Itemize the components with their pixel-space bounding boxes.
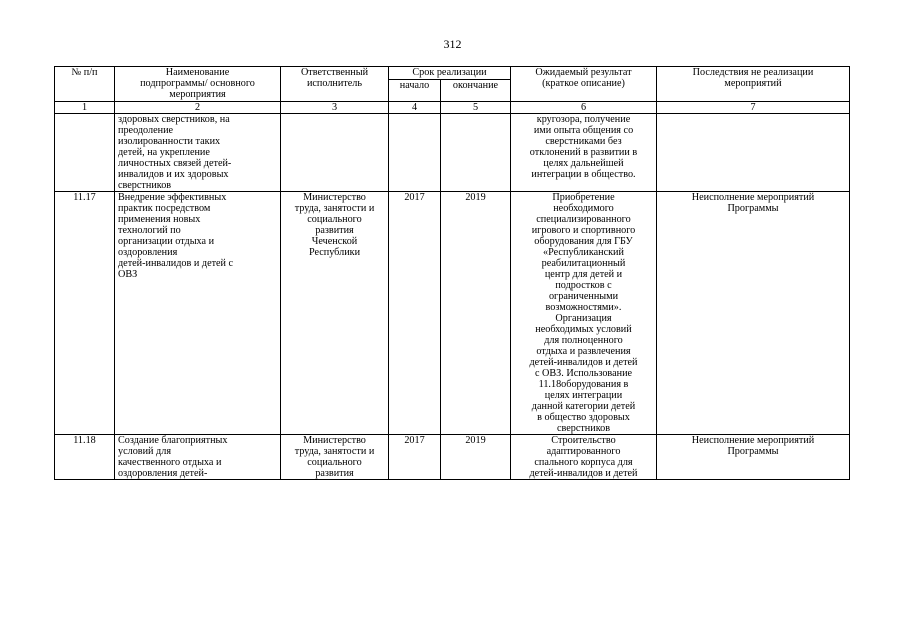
responsible-executor: Министерство труда, занятости и социального развития Чеченской Республики bbox=[281, 192, 389, 435]
program-measures-table bbox=[54, 66, 850, 480]
measure-name: Создание благоприятных условий для качественного отдыха и оздоровления детей- bbox=[115, 435, 281, 480]
row-number: 11.18 bbox=[55, 435, 115, 480]
responsible-executor: Министерство труда, занятости и социального развития bbox=[281, 435, 389, 480]
header-result: Ожидаемый результат (краткое описание) bbox=[511, 67, 657, 102]
table-row bbox=[55, 192, 850, 435]
row-number: 11.17 bbox=[55, 192, 115, 435]
column-number: 7 bbox=[657, 102, 850, 114]
column-number: 2 bbox=[115, 102, 281, 114]
consequences: Неисполнение мероприятий Программы bbox=[657, 435, 850, 480]
expected-result: кругозора, получение ими опыта общения со сверстниками без отклонений в развитии в целях дальнейшей интеграции в общество. bbox=[511, 114, 657, 192]
column-number: 5 bbox=[441, 102, 511, 114]
header-end: окончание bbox=[441, 80, 511, 102]
row-number bbox=[55, 114, 115, 192]
header-executor: Ответственный исполнитель bbox=[281, 67, 389, 102]
column-number: 3 bbox=[281, 102, 389, 114]
table-row bbox=[55, 435, 850, 480]
header-name: Наименование подпрограммы/ основного мероприятия bbox=[115, 67, 281, 102]
expected-result: Строительство адаптированного спального корпуса для детей-инвалидов и детей bbox=[511, 435, 657, 480]
header-start: начало bbox=[389, 80, 441, 102]
column-number: 6 bbox=[511, 102, 657, 114]
measure-name: Внедрение эффективных практик посредством применения новых технологий по организации отдыха и оздоровления детей-инвалидов и детей с ОВЗ bbox=[115, 192, 281, 435]
column-number: 1 bbox=[55, 102, 115, 114]
measure-name: здоровых сверстников, на преодоление изолированности таких детей, на укрепление личностных связей детей- инвалидов и их здоровых сверстников bbox=[115, 114, 281, 192]
expected-result: Приобретение необходимого специализированного игрового и спортивного оборудования для ГБУ «Республиканский реабилитационный центр для детей и подростков с ограниченными возможностями». Организация необходимых условий для полноценного отдыха и развлечения детей-инвалидов и детей с ОВЗ. Использование 11.18оборудования в целях интеграции данной категории детей в общество здоровых сверстников bbox=[511, 192, 657, 435]
column-numbers-row bbox=[55, 102, 850, 114]
header-no: № п/п bbox=[55, 67, 115, 102]
end-year: 2019 bbox=[441, 435, 511, 480]
end-year bbox=[441, 114, 511, 192]
consequences: Неисполнение мероприятий Программы bbox=[657, 192, 850, 435]
consequences bbox=[657, 114, 850, 192]
column-number: 4 bbox=[389, 102, 441, 114]
responsible-executor bbox=[281, 114, 389, 192]
header-row-1 bbox=[55, 67, 850, 80]
header-consequences: Последствия не реализации мероприятий bbox=[657, 67, 850, 102]
start-year: 2017 bbox=[389, 435, 441, 480]
header-term: Срок реализации bbox=[389, 67, 511, 80]
start-year: 2017 bbox=[389, 192, 441, 435]
table-row bbox=[55, 114, 850, 192]
page-number: 312 bbox=[443, 37, 462, 51]
start-year bbox=[389, 114, 441, 192]
end-year: 2019 bbox=[441, 192, 511, 435]
